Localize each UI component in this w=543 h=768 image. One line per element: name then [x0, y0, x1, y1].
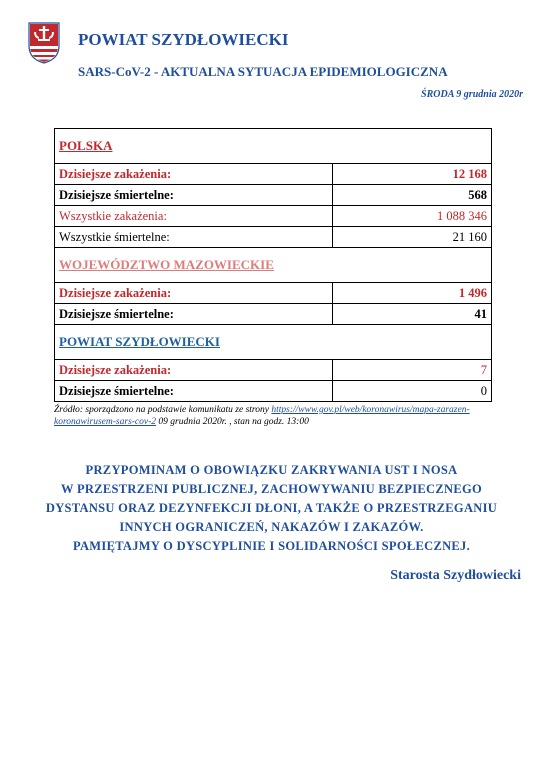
- row-value: 1 088 346: [333, 206, 492, 227]
- appeal-line: PAMIĘTAJMY O DYSCYPLINIE I SOLIDARNOŚCI SPOŁECZNEJ.: [72, 539, 471, 553]
- row-label: Wszystkie śmiertelne:: [55, 227, 333, 248]
- row-label: Dzisiejsze zakażenia:: [55, 360, 333, 381]
- appeal-line: PRZYPOMINAM O OBOWIĄZKU ZAKRYWANIA UST I NOSA: [85, 463, 458, 477]
- appeal-line: W PRZESTRZENI PUBLICZNEJ, ZACHOWYWANIU BEZPIECZNEGO: [60, 482, 483, 496]
- source-suffix: 09 grudnia 2020r. , stan na godz. 13:00: [156, 417, 309, 427]
- row-value: 21 160: [333, 227, 492, 248]
- appeal-line: DYSTANSU ORAZ DEZYNFEKCJI DŁONI, A TAKŻE O PRZESTRZEGANIU: [45, 501, 498, 515]
- table-row: [55, 227, 492, 248]
- statistics-table: [54, 128, 492, 402]
- table-row: [55, 283, 492, 304]
- source-note: [54, 404, 494, 428]
- row-value: 0: [333, 381, 492, 402]
- source-prefix: Źródło: sporządzono na podstawie komunikatu ze strony: [54, 405, 272, 415]
- appeal-line: INNYCH OGRANICZEŃ, NAKAZÓW I ZAKAZÓW.: [119, 520, 424, 534]
- section-szydlowiecki-header: POWIAT SZYDŁOWIECKI: [59, 334, 220, 349]
- row-value: 12 168: [333, 164, 492, 185]
- row-label: Dzisiejsze zakażenia:: [55, 164, 333, 185]
- section-polska-header: POLSKA: [59, 138, 113, 153]
- section-mazowieckie-header: WOJEWÓDZTWO MAZOWIECKIE: [59, 257, 274, 272]
- report-date: ŚRODA 9 grudnia 2020r: [421, 89, 523, 100]
- row-value: 1 496: [333, 283, 492, 304]
- row-label: Dzisiejsze śmiertelne:: [55, 381, 333, 402]
- section-header-row: [55, 248, 492, 283]
- section-header-row: [55, 129, 492, 164]
- table-row: [55, 360, 492, 381]
- row-value: 41: [333, 304, 492, 325]
- table-row: [55, 381, 492, 402]
- section-header-row: [55, 325, 492, 360]
- coat-of-arms-icon: [28, 22, 60, 64]
- table-row: [55, 164, 492, 185]
- row-label: Dzisiejsze śmiertelne:: [55, 185, 333, 206]
- table-row: [55, 304, 492, 325]
- row-value: 7: [333, 360, 492, 381]
- row-label: Dzisiejsze zakażenia:: [55, 283, 333, 304]
- row-value: 568: [333, 185, 492, 206]
- page-subtitle: SARS-CoV-2 - AKTUALNA SYTUACJA EPIDEMIOLOGICZNA: [78, 64, 448, 79]
- table-row: [55, 206, 492, 227]
- source-link[interactable]: https://www.gov.pl/web/koronawirus/mapa-zarazen-koronawirusem-sars-cov-2: [54, 405, 470, 427]
- signature: Starosta Szydłowiecki: [390, 568, 521, 583]
- appeal-text: [20, 461, 523, 556]
- table-row: [55, 185, 492, 206]
- row-label: Dzisiejsze śmiertelne:: [55, 304, 333, 325]
- row-label: Wszystkie zakażenia:: [55, 206, 333, 227]
- page-title: POWIAT SZYDŁOWIECKI: [78, 30, 289, 49]
